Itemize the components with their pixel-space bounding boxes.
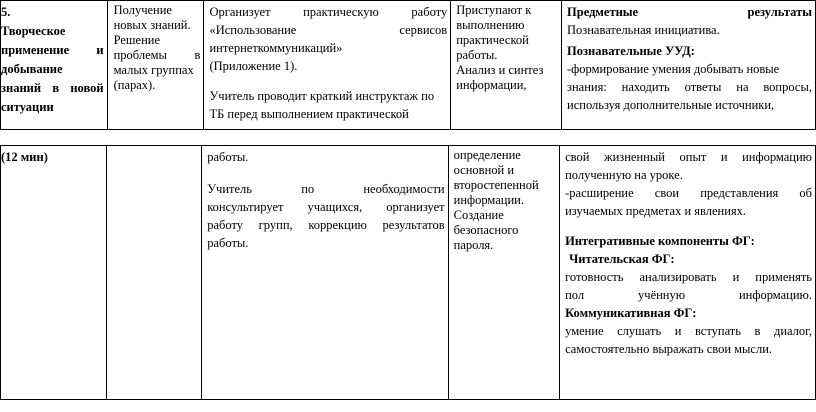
results-line: свой жизненный опыт и информацию <box>565 150 812 164</box>
teacher-line: (Приложение 1). <box>209 59 298 73</box>
goals-line: (парах). <box>113 78 156 92</box>
teacher-activity-cell <box>204 1 451 130</box>
results-line: изучаемых предметах и явлениях. <box>565 204 747 218</box>
uud-heading: Познавательные УУД: <box>567 44 695 58</box>
goals-line: малых группах <box>113 63 194 77</box>
students-line: практической <box>456 33 529 47</box>
students-line: основной и <box>453 163 515 177</box>
results-line: используя дополнительные источники, <box>567 98 775 112</box>
students-line: пароля. <box>453 238 494 252</box>
results-cell <box>560 146 816 400</box>
student-activity-cell <box>451 1 562 130</box>
stage-title-line: ситуации <box>1 100 54 114</box>
students-line: определение <box>453 148 521 162</box>
students-line: работы. <box>456 48 498 62</box>
student-activity-cell <box>448 146 559 400</box>
teacher-line: работу групп, коррекцию результатов <box>207 218 445 232</box>
results-line: Познавательная инициатива. <box>567 23 720 37</box>
results-line: умение слушать и вступать в диалог, <box>565 324 812 338</box>
results-line: знания: находить ответы на вопросы, <box>567 80 812 94</box>
goals-line: Решение <box>113 33 161 47</box>
teacher-line: консультирует учащихся, организует <box>207 200 445 214</box>
goals-line: проблемы в <box>113 48 201 62</box>
teacher-line: Организует практическую работу <box>209 5 448 19</box>
goals-line: Получение <box>113 3 172 17</box>
students-line: второстепенной <box>453 178 539 192</box>
reading-literacy-heading: Читательская ФГ: <box>569 252 675 266</box>
table-row <box>1 1 816 130</box>
lesson-table-bottom <box>0 145 816 400</box>
results-line: -расширение свои представления об <box>565 186 812 200</box>
goals-cell <box>107 1 204 130</box>
results-cell <box>562 1 816 130</box>
results-line: -формирование умения добывать новые <box>567 62 780 76</box>
results-heading: Предметные результаты <box>567 5 812 19</box>
teacher-line: «Использование сервисов <box>209 23 448 37</box>
students-line: Приступают к <box>456 3 532 17</box>
stage-number: 5. <box>1 5 11 19</box>
results-line: пол учённую информацию. <box>565 288 812 302</box>
goals-line: новых знаний. <box>113 18 191 32</box>
students-line: выполнению <box>456 18 525 32</box>
results-line: полученную на уроке. <box>565 168 683 182</box>
students-line: Создание <box>453 208 504 222</box>
stage-title-line: знаний в новой <box>1 81 104 95</box>
teacher-line: интернеткоммуникаций» <box>209 41 343 55</box>
students-line: информации, <box>456 78 527 92</box>
lesson-table-top <box>0 0 816 130</box>
teacher-line: работы. <box>207 236 249 250</box>
teacher-line: Учитель проводит краткий инструктаж по <box>209 89 435 103</box>
goals-cell-empty <box>106 146 201 400</box>
stage-title-line: применение и <box>1 43 104 57</box>
integrative-heading: Интегративные компоненты ФГ: <box>565 234 755 248</box>
students-line: безопасного <box>453 223 519 237</box>
teacher-line: работы. <box>207 150 249 164</box>
students-line: информации. <box>453 193 524 207</box>
teacher-line: ТБ перед выполнением практической <box>209 107 409 121</box>
communicative-heading: Коммуникативная ФГ: <box>565 306 697 320</box>
table-row <box>1 146 816 400</box>
results-line: самостоятельно выражать свои мысли. <box>565 342 773 356</box>
stage-title-line: добывание <box>1 62 63 76</box>
students-line: Анализ и синтез <box>456 63 544 77</box>
teacher-line: Учитель по необходимости <box>207 182 445 196</box>
time-cell <box>1 146 107 400</box>
results-line: готовность анализировать и применять <box>565 270 812 284</box>
stage-cell <box>1 1 108 130</box>
teacher-activity-cell <box>202 146 448 400</box>
stage-title-line: Творческое <box>1 24 66 38</box>
stage-time: (12 мин) <box>1 150 48 164</box>
